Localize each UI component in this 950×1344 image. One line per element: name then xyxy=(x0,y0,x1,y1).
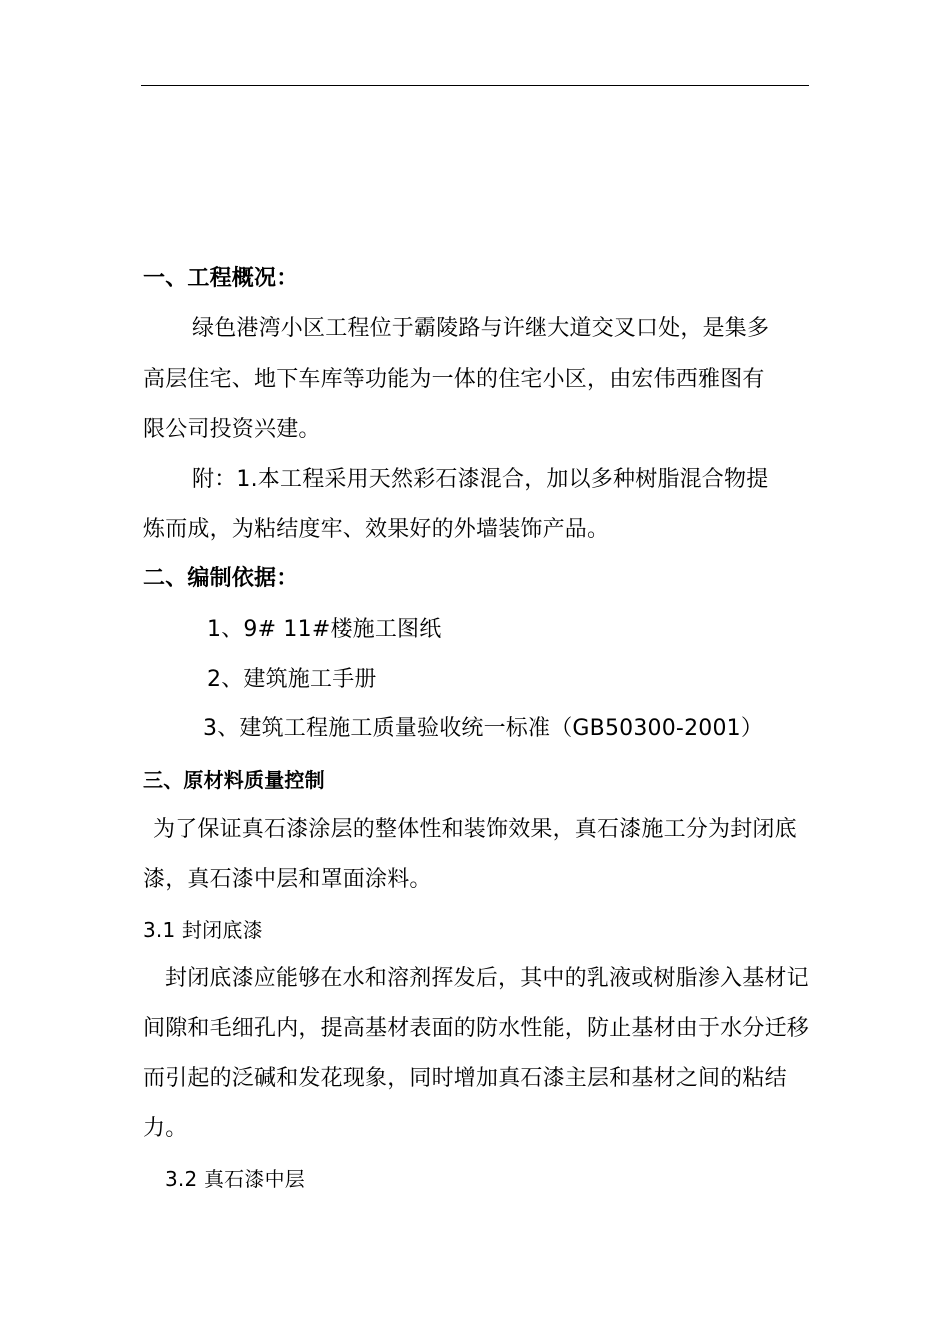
section-heading-compilation-basis: 二、编制依据： xyxy=(143,566,299,591)
paragraph-line: 力。 xyxy=(143,1116,188,1141)
paragraph-line: 附：1.本工程采用天然彩石漆混合，加以多种树脂混合物提 xyxy=(192,467,769,492)
header-rule xyxy=(141,85,809,86)
list-item: 3、建筑工程施工质量验收统一标准（GB50300-2001） xyxy=(203,716,764,741)
paragraph-line: 高层住宅、地下车库等功能为一体的住宅小区，由宏伟西雅图有 xyxy=(143,367,765,392)
paragraph-line: 间隙和毛细孔内，提高基材表面的防水性能，防止基材由于水分迁移 xyxy=(143,1016,810,1041)
section-heading-material-quality: 三、原材料质量控制 xyxy=(143,768,325,792)
paragraph-line: 为了保证真石漆涂层的整体性和装饰效果，真石漆施工分为封闭底 xyxy=(153,817,797,842)
section-heading-project-overview: 一、工程概况： xyxy=(143,266,299,291)
paragraph-line: 绿色港湾小区工程位于霸陵路与许继大道交叉口处，是集多 xyxy=(192,316,770,341)
list-item: 2、建筑施工手册 xyxy=(207,667,377,692)
subsection-title: 3.1 封闭底漆 xyxy=(143,918,263,942)
subsection-title: 3.2 真石漆中层 xyxy=(165,1167,305,1191)
list-item: 1、9# 11#楼施工图纸 xyxy=(207,617,442,642)
paragraph-line: 封闭底漆应能够在水和溶剂挥发后，其中的乳液或树脂渗入基材记 xyxy=(165,966,809,991)
paragraph-line: 炼而成，为粘结度牢、效果好的外墙装饰产品。 xyxy=(143,517,610,542)
paragraph-line: 限公司投资兴建。 xyxy=(143,417,321,442)
paragraph-line: 而引起的泛碱和发花现象，同时增加真石漆主层和基材之间的粘结 xyxy=(143,1066,787,1091)
paragraph-line: 漆，真石漆中层和罩面涂料。 xyxy=(143,867,432,892)
